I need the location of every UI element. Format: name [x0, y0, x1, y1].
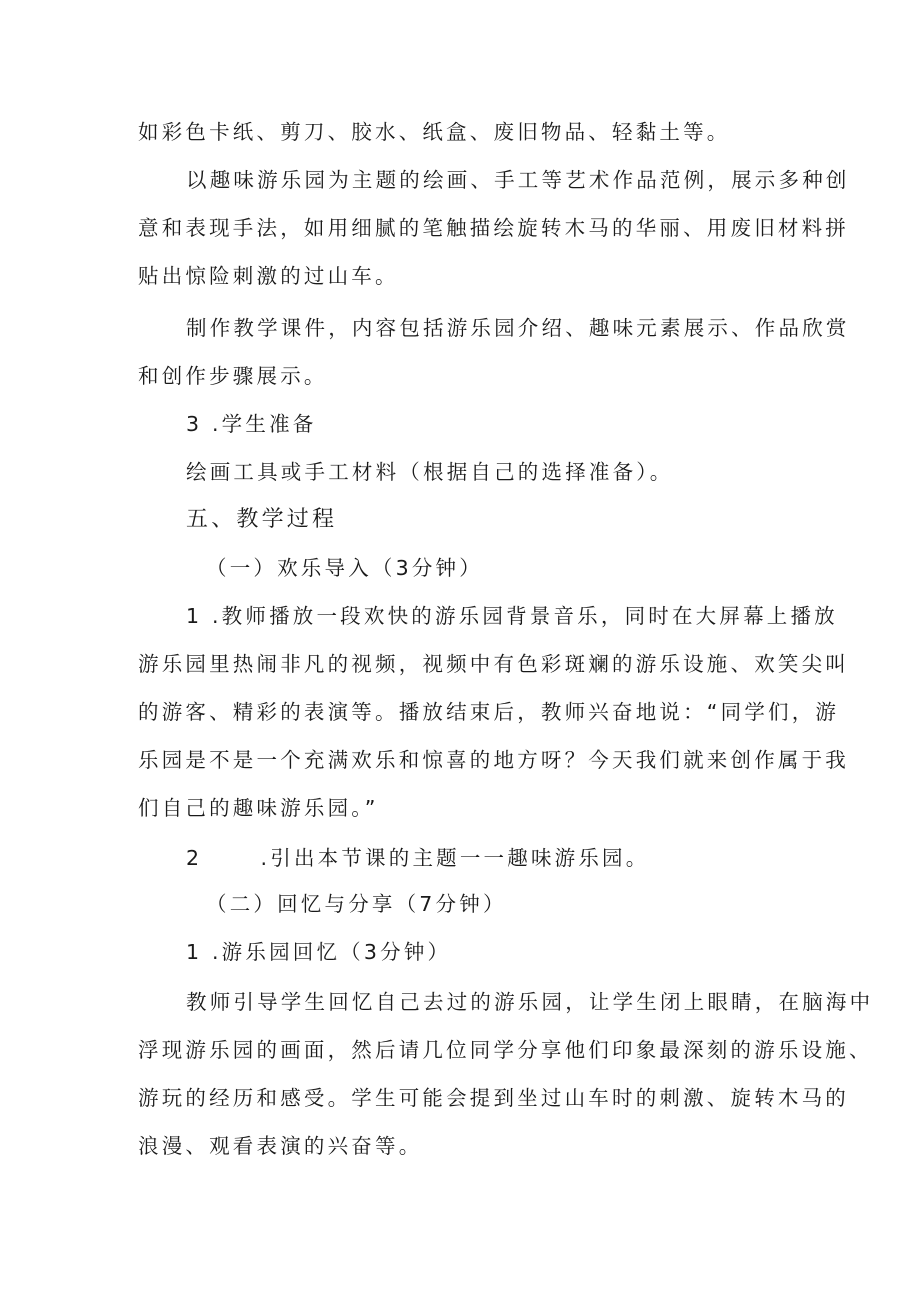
text-line-20: 浮现游乐园的画面，然后请几位同学分享他们印象最深刻的游乐设施、 [138, 1038, 873, 1062]
text-line-1: 如彩色卡纸、剪刀、胶水、纸盒、废旧物品、轻黏土等。 [138, 120, 731, 144]
text-line-3: 意和表现手法，如用细腻的笔触描绘旋转木马的华丽、用废旧材料拼 [138, 216, 849, 240]
text-line-21: 游玩的经历和感受。学生可能会提到坐过山车时的刺激、旋转木马的 [138, 1086, 849, 1110]
section-heading-teaching-process: 五、教学过程 [186, 507, 338, 532]
text-line-8: 绘画工具或手工材料（根据自己的选择准备）。 [186, 460, 674, 484]
text-line-2: 以趣味游乐园为主题的绘画、手工等艺术作品范例，展示多种创 [186, 168, 850, 192]
text-line-6: 和创作步骤展示。 [138, 364, 328, 388]
text-line-14: 乐园是不是一个充满欢乐和惊喜的地方呀？今天我们就来创作属于我 [138, 748, 849, 772]
text-line-16: 2 .引出本节课的主题一一趣味游乐园。 [186, 846, 650, 870]
text-line-5: 制作教学课件，内容包括游乐园介绍、趣味元素展示、作品欣赏 [186, 316, 850, 340]
subsection-heading-warmup: （一）欢乐导入（3分钟） [206, 556, 483, 580]
text-line-13: 的游客、精彩的表演等。播放结束后，教师兴奋地说：“同学们，游 [138, 700, 840, 724]
item-heading-recall: 1 .游乐园回忆（3分钟） [186, 940, 452, 964]
text-line-11: 1 .教师播放一段欢快的游乐园背景音乐，同时在大屏幕上播放 [186, 604, 838, 628]
section-heading-student-prep: 3 .学生准备 [186, 412, 317, 436]
text-line-19: 教师引导学生回忆自己去过的游乐园，让学生闭上眼睛，在脑海中 [186, 990, 874, 1014]
subsection-heading-recall-share: （二）回忆与分享（7分钟） [206, 892, 507, 916]
text-line-12: 游乐园里热闹非凡的视频，视频中有色彩斑斓的游乐设施、欢笑尖叫 [138, 652, 849, 676]
text-line-4: 贴出惊险刺激的过山车。 [138, 264, 399, 288]
text-line-22: 浪漫、观看表演的兴奋等。 [138, 1134, 423, 1158]
text-line-15: 们自己的趣味游乐园。” [138, 796, 379, 820]
